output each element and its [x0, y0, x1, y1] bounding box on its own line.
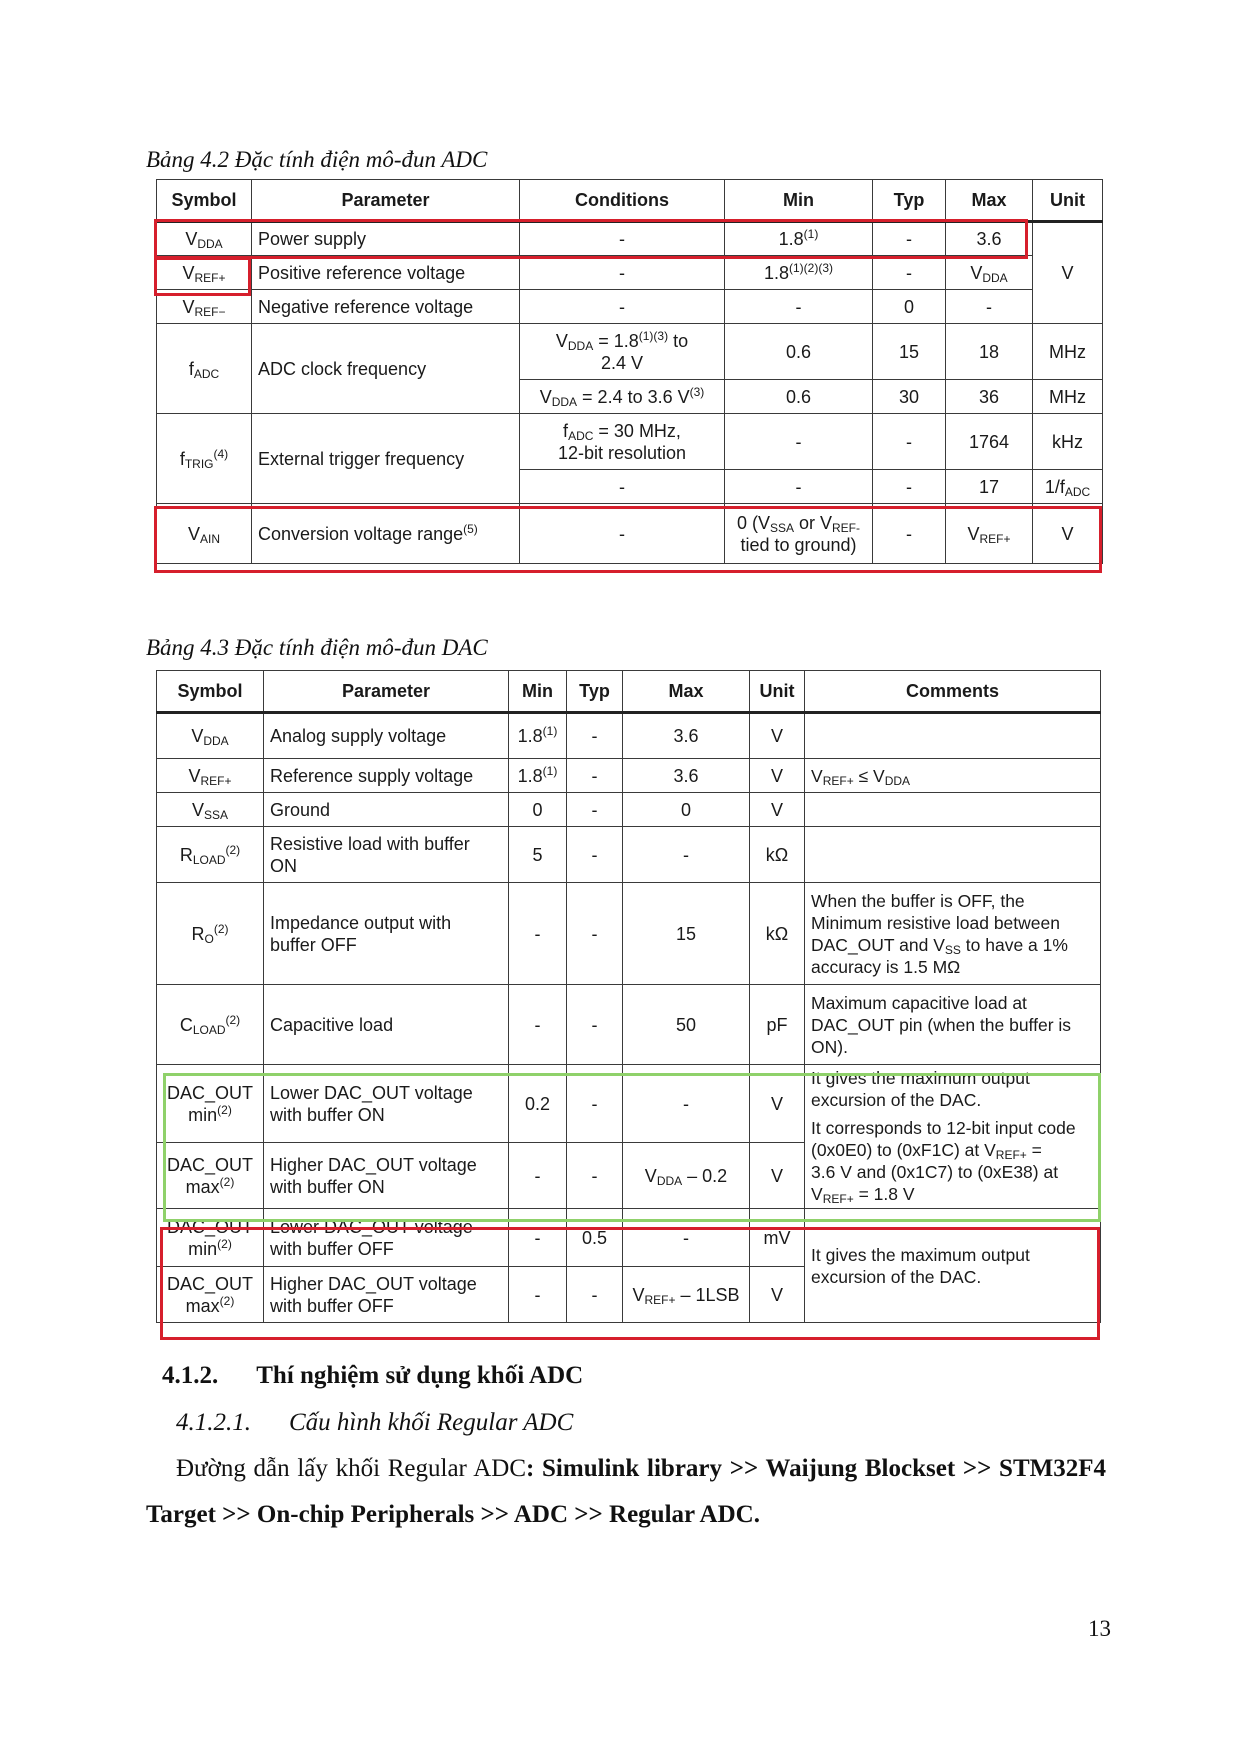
subsection-heading-number: 4.1.2.1. [176, 1409, 251, 1436]
adc-table [156, 179, 1103, 564]
max-cell: - [623, 1209, 750, 1267]
min-cell: 5 [509, 827, 567, 883]
symbol-cell: $V_{REF+}$ [157, 759, 264, 793]
comments-cell: Maximum capacitive load at DAC_OUT pin (when the buffer is ON). [805, 985, 1101, 1065]
symbol-cell: $V_{REF+}$ [157, 256, 252, 290]
comments-cell: When the buffer is OFF, the Minimum resistive load between DAC_OUT and $V_{SS}$ to have a 1% accuracy is 1.5 MΩ [805, 883, 1101, 985]
unit-cell: $1/f_{ADC}$ [1033, 470, 1103, 504]
symbol-cell: $V_{AIN}$ [157, 504, 252, 564]
max-cell: $V_{DDA}$ [946, 256, 1033, 290]
typ-cell: - [873, 222, 946, 256]
path-paragraph-plain: Đường dẫn lấy khối Regular ADC [176, 1455, 526, 1482]
table-row [157, 1209, 1101, 1267]
parameter-cell: Negative reference voltage [252, 290, 520, 324]
min-cell: 1.8$^{(1)}$ [509, 713, 567, 759]
max-cell: 3.6 [623, 713, 750, 759]
adc-header-row [157, 180, 1103, 222]
min-cell: 1.8$^{(1)}$ [725, 222, 873, 256]
parameter-cell: Impedance output with buffer OFF [264, 883, 509, 985]
typ-cell: - [567, 883, 623, 985]
typ-cell: - [567, 1065, 623, 1143]
conditions-cell: - [520, 290, 725, 324]
symbol-cell: $R_O^{(2)}$ [157, 883, 264, 985]
unit-cell: pF [750, 985, 805, 1065]
max-cell: 36 [946, 380, 1033, 414]
table-row [157, 713, 1101, 759]
section-heading [162, 1362, 583, 1390]
unit-cell: V [750, 1143, 805, 1209]
unit-cell: MHz [1033, 380, 1103, 414]
min-cell: - [509, 883, 567, 985]
typ-cell: - [873, 414, 946, 470]
min-cell: 1.8$^{(1)}$ [509, 759, 567, 793]
symbol-cell: DAC_OUT $\min^{(2)}$ [157, 1209, 264, 1267]
symbol-cell: $V_{SSA}$ [157, 793, 264, 827]
table-row [157, 793, 1101, 827]
symbol-cell: DAC_OUT $\min^{(2)}$ [157, 1065, 264, 1143]
comments-cell [805, 827, 1101, 883]
min-cell: 0.6 [725, 380, 873, 414]
min-cell: 0 ($V_{SSA}$ or $V_{REF-}$ tied to ground) [725, 504, 873, 564]
table-row [157, 256, 1103, 290]
table-row [157, 290, 1103, 324]
typ-cell: 15 [873, 324, 946, 380]
symbol-cell: $R_{LOAD}^{(2)}$ [157, 827, 264, 883]
min-cell: - [509, 1267, 567, 1323]
max-cell: 0 [623, 793, 750, 827]
typ-cell: - [567, 759, 623, 793]
max-cell: 18 [946, 324, 1033, 380]
table-row [157, 324, 1103, 380]
subsection-heading-text: Cấu hình khối Regular ADC [289, 1409, 574, 1436]
typ-cell: 30 [873, 380, 946, 414]
typ-cell: - [567, 1267, 623, 1323]
symbol-cell: $V_{REF-}$ [157, 290, 252, 324]
parameter-cell: Lower DAC_OUT voltage with buffer OFF [264, 1209, 509, 1267]
adc-header-unit: Unit [1033, 180, 1103, 222]
unit-cell: mV [750, 1209, 805, 1267]
typ-cell: - [567, 713, 623, 759]
path-paragraph [146, 1446, 1106, 1538]
parameter-cell: Power supply [252, 222, 520, 256]
dac-header-max: Max [623, 671, 750, 713]
adc-header-parameter: Parameter [252, 180, 520, 222]
typ-cell: - [873, 504, 946, 564]
unit-cell: kΩ [750, 883, 805, 985]
min-cell: - [725, 414, 873, 470]
unit-cell: kHz [1033, 414, 1103, 470]
conditions-cell: - [520, 470, 725, 504]
unit-cell: V [1033, 504, 1103, 564]
max-cell: $V_{REF+}$ [946, 504, 1033, 564]
unit-cell: V [750, 793, 805, 827]
max-cell: $V_{DDA} - 0.2$ [623, 1143, 750, 1209]
parameter-cell: Higher DAC_OUT voltage with buffer ON [264, 1143, 509, 1209]
min-cell: - [509, 1209, 567, 1267]
max-cell: 17 [946, 470, 1033, 504]
dac-header-row [157, 671, 1101, 713]
adc-header-min: Min [725, 180, 873, 222]
parameter-cell: Conversion voltage range$^{(5)}$ [252, 504, 520, 564]
table-row [157, 504, 1103, 564]
min-cell: $1.8^{(1)(2)(3)}$ [725, 256, 873, 290]
table-row [157, 759, 1101, 793]
dac-table-caption: Bảng 4.3 Đặc tính điện mô-đun DAC [146, 635, 488, 660]
dac-header-typ: Typ [567, 671, 623, 713]
section-heading-number: 4.1.2. [162, 1362, 219, 1389]
min-cell: - [725, 290, 873, 324]
typ-cell: - [873, 470, 946, 504]
parameter-cell: ADC clock frequency [252, 324, 520, 414]
typ-cell: 0.5 [567, 1209, 623, 1267]
parameter-cell: Lower DAC_OUT voltage with buffer ON [264, 1065, 509, 1143]
section-heading-text: Thí nghiệm sử dụng khối ADC [256, 1362, 584, 1389]
subsection-heading [176, 1409, 573, 1437]
max-cell: - [623, 1065, 750, 1143]
table-row [157, 883, 1101, 985]
unit-cell: kΩ [750, 827, 805, 883]
dac-header-unit: Unit [750, 671, 805, 713]
max-cell: 3.6 [946, 222, 1033, 256]
table-row [157, 985, 1101, 1065]
comments-cell: $V_{REF+} \le V_{DDA}$ [805, 759, 1101, 793]
min-cell: 0.2 [509, 1065, 567, 1143]
typ-cell: 0 [873, 290, 946, 324]
symbol-cell: $V_{DDA}$ [157, 222, 252, 256]
table-row [157, 1065, 1101, 1143]
comments-cell: It gives the maximum output excursion of the DAC. It corresponds to 12-bit input code (0x0E0) to (0xF1C) at $V_{REF+}$ = 3.6 V and (0x1C7) to (0xE38) at $V_{REF+} = 1.8$ V [805, 1065, 1101, 1209]
min-cell: - [509, 985, 567, 1065]
comments-cell [805, 793, 1101, 827]
typ-cell: - [567, 1143, 623, 1209]
unit-cell: V [750, 1267, 805, 1323]
parameter-cell: Analog supply voltage [264, 713, 509, 759]
unit-cell: V [750, 1065, 805, 1143]
parameter-cell: Resistive load with buffer ON [264, 827, 509, 883]
parameter-cell: Higher DAC_OUT voltage with buffer OFF [264, 1267, 509, 1323]
conditions-cell: $V_{DDA} = 2.4$ to 3.6 $V^{(3)}$ [520, 380, 725, 414]
conditions-cell: - [520, 222, 725, 256]
min-cell: - [725, 470, 873, 504]
dac-header-comments: Comments [805, 671, 1101, 713]
comments-cell: It gives the maximum output excursion of the DAC. [805, 1209, 1101, 1323]
parameter-cell: Positive reference voltage [252, 256, 520, 290]
adc-header-max: Max [946, 180, 1033, 222]
max-cell: 3.6 [623, 759, 750, 793]
adc-header-conditions: Conditions [520, 180, 725, 222]
typ-cell: - [567, 827, 623, 883]
parameter-cell: External trigger frequency [252, 414, 520, 504]
unit-cell: MHz [1033, 324, 1103, 380]
typ-cell: - [567, 793, 623, 827]
table-row [157, 414, 1103, 470]
min-cell: 0.6 [725, 324, 873, 380]
max-cell: 15 [623, 883, 750, 985]
path-paragraph-bold: : Simulink library >> Waijung Blockset >> STM32F4 Target >> On-chip Peripherals >> ADC >> Regular ADC. [146, 1455, 1106, 1528]
dac-header-parameter: Parameter [264, 671, 509, 713]
comments-cell [805, 713, 1101, 759]
dac-table [156, 670, 1101, 1323]
symbol-cell: $V_{DDA}$ [157, 713, 264, 759]
table-row [157, 827, 1101, 883]
symbol-cell: DAC_OUT $\max^{(2)}$ [157, 1267, 264, 1323]
max-cell: $V_{REF+} - 1LSB$ [623, 1267, 750, 1323]
max-cell: - [623, 827, 750, 883]
adc-table-caption: Bảng 4.2 Đặc tính điện mô-đun ADC [146, 147, 488, 172]
parameter-cell: Capacitive load [264, 985, 509, 1065]
dac-header-symbol: Symbol [157, 671, 264, 713]
typ-cell: - [567, 985, 623, 1065]
unit-cell: V [750, 713, 805, 759]
max-cell: - [946, 290, 1033, 324]
unit-cell: V [750, 759, 805, 793]
parameter-cell: Ground [264, 793, 509, 827]
adc-header-symbol: Symbol [157, 180, 252, 222]
parameter-cell: Reference supply voltage [264, 759, 509, 793]
table-row [157, 222, 1103, 256]
page-number: 13 [1088, 1616, 1111, 1641]
conditions-cell: - [520, 256, 725, 290]
adc-header-typ: Typ [873, 180, 946, 222]
conditions-cell: - [520, 504, 725, 564]
typ-cell: - [873, 256, 946, 290]
symbol-cell: $C_{LOAD}^{(2)}$ [157, 985, 264, 1065]
dac-header-min: Min [509, 671, 567, 713]
symbol-cell: $f_{ADC}$ [157, 324, 252, 414]
unit-cell: V [1033, 222, 1103, 324]
min-cell: - [509, 1143, 567, 1209]
min-cell: 0 [509, 793, 567, 827]
conditions-cell: $f_{ADC} = 30$ MHz, 12-bit resolution [520, 414, 725, 470]
symbol-cell: DAC_OUT $\max^{(2)}$ [157, 1143, 264, 1209]
max-cell: 1764 [946, 414, 1033, 470]
conditions-cell: $V_{DDA} = 1.8^{(1)(3)}$ to 2.4 V [520, 324, 725, 380]
max-cell: 50 [623, 985, 750, 1065]
symbol-cell: $f_{TRIG}^{(4)}$ [157, 414, 252, 504]
